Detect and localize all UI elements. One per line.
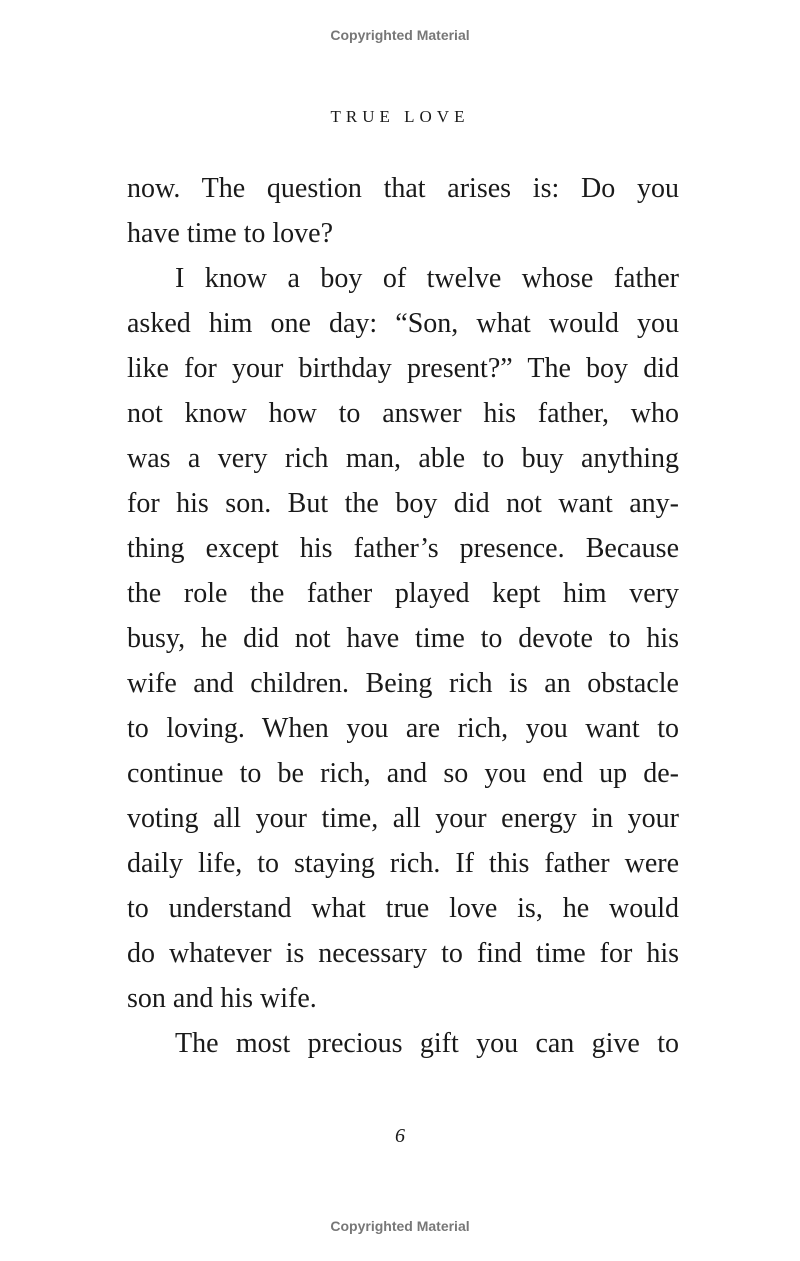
text-line: asked him one day: “Son, what would you <box>127 308 679 339</box>
text-line: was a very rich man, able to buy anything <box>127 443 679 474</box>
page-number: 6 <box>395 1125 405 1147</box>
text-line: do whatever is necessary to find time for his <box>127 938 679 969</box>
text-line: The most precious gift you can give to <box>175 1028 679 1059</box>
text-line: busy, he did not have time to devote to his <box>127 623 679 654</box>
text-line: the role the father played kept him very <box>127 578 679 609</box>
copyright-watermark-bottom: Copyrighted Material <box>330 1218 470 1234</box>
text-line: voting all your time, all your energy in your <box>127 803 679 834</box>
text-line: like for your birthday present?” The boy did <box>127 353 679 384</box>
text-line: son and his wife. <box>127 983 317 1014</box>
body-text <box>127 166 679 1066</box>
text-line: for his son. But the boy did not want any- <box>127 488 679 519</box>
text-line: I know a boy of twelve whose father <box>175 263 679 294</box>
text-line: have time to love? <box>127 218 334 249</box>
copyright-watermark-top: Copyrighted Material <box>330 27 470 43</box>
running-head: TRUE LOVE <box>330 107 470 126</box>
text-line: wife and children. Being rich is an obstacle <box>127 668 679 699</box>
text-line: to understand what true love is, he would <box>127 893 679 924</box>
text-line: daily life, to staying rich. If this father were <box>127 848 679 879</box>
text-line: to loving. When you are rich, you want to <box>127 713 679 744</box>
text-line: thing except his father’s presence. Because <box>127 533 679 564</box>
text-line: now. The question that arises is: Do you <box>127 173 679 204</box>
text-line: not know how to answer his father, who <box>127 398 679 429</box>
text-line: continue to be rich, and so you end up de- <box>127 758 679 789</box>
